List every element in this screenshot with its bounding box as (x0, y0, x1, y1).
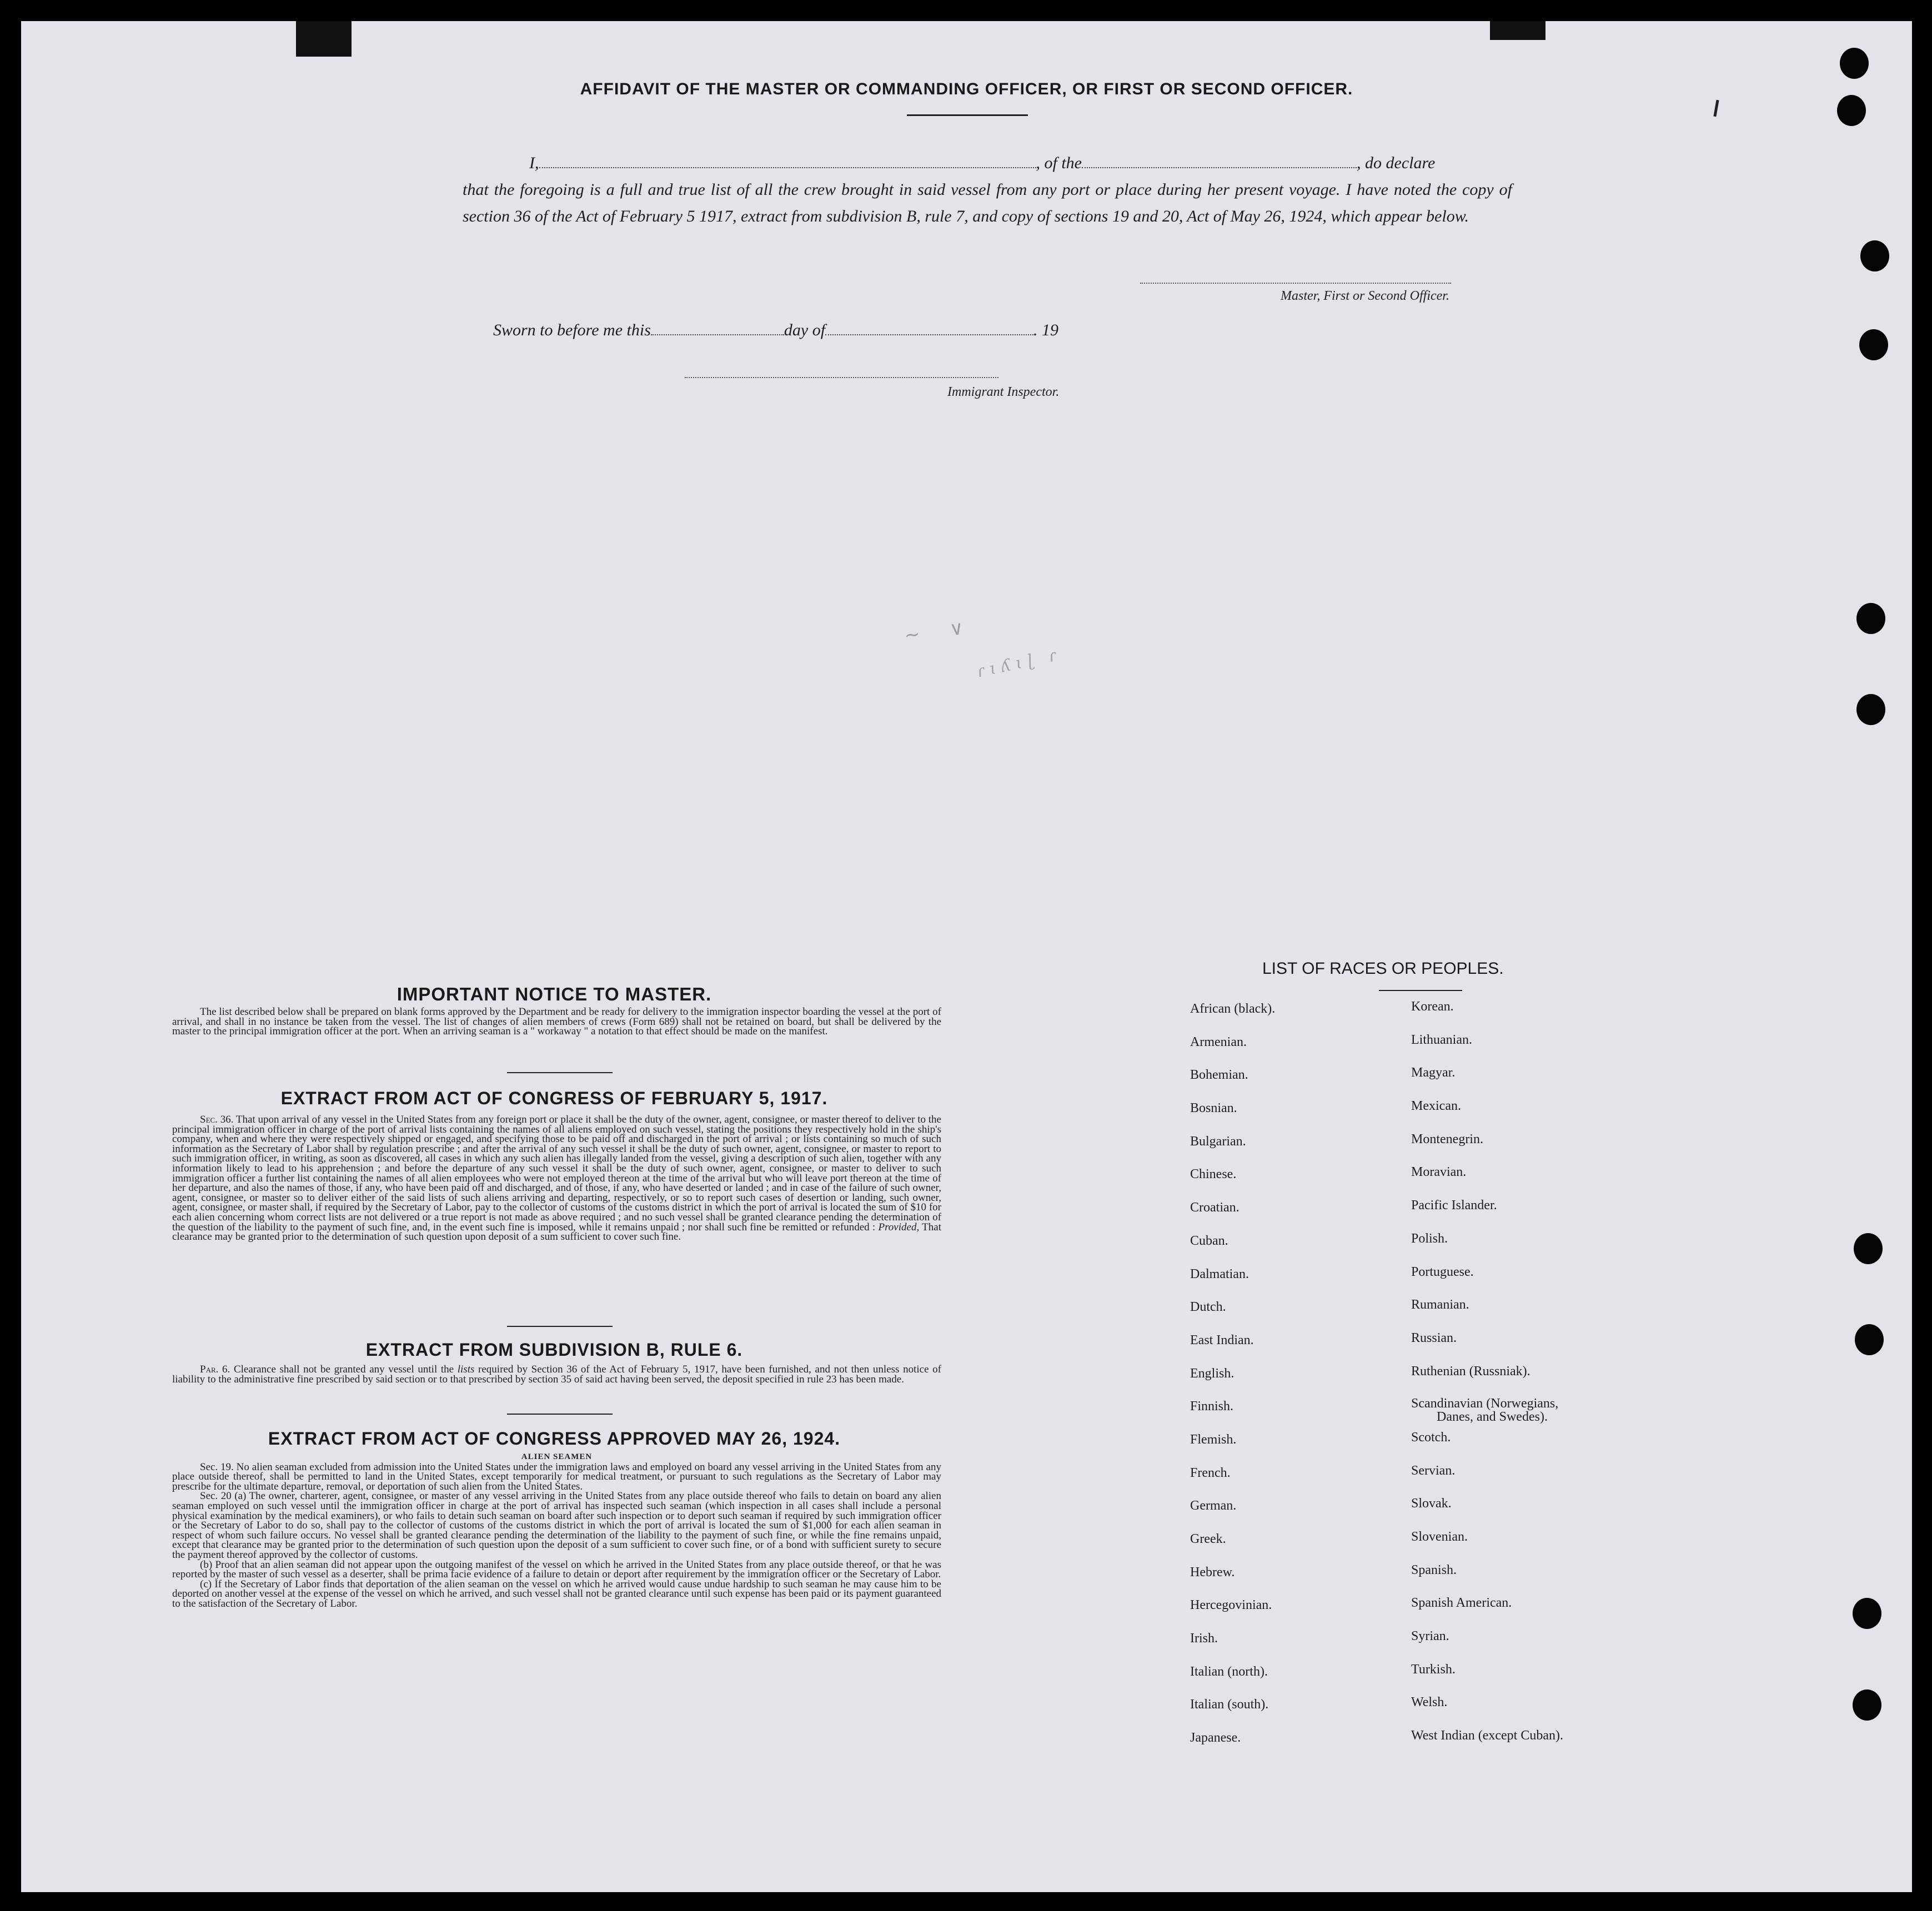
race-item: East Indian. (1190, 1332, 1254, 1347)
race-item: Spanish. (1411, 1562, 1457, 1577)
race-item: African (black). (1190, 1002, 1276, 1016)
race-item: Turkish. (1411, 1662, 1456, 1677)
race-item-line1: Scandinavian (Norwegians, (1411, 1396, 1559, 1411)
sworn-year: . 19 (1033, 321, 1059, 339)
name-line (539, 165, 1036, 168)
punch-hole (1854, 1233, 1883, 1264)
section-divider (507, 1072, 613, 1073)
race-item: Russian. (1411, 1330, 1457, 1345)
affidavit-title: AFFIDAVIT OF THE MASTER OR COMMANDING OFFICER, OR FIRST OR SECOND OFFICER. (580, 80, 1353, 98)
race-item: Finnish. (1190, 1399, 1234, 1414)
inspector-signature-line (685, 377, 998, 378)
sworn-prefix: Sworn to before me this (493, 321, 651, 339)
race-item: Pacific Islander. (1411, 1198, 1497, 1213)
race-item: Croatian. (1190, 1200, 1240, 1215)
races-left-column (1190, 1002, 1275, 1764)
race-item: Hebrew. (1190, 1565, 1235, 1580)
faint-handwriting: ~ ∨ (902, 616, 965, 647)
extract-1917-title: EXTRACT FROM ACT OF CONGRESS OF FEBRUARY 5, 1917. (280, 1088, 828, 1108)
races-underline (1379, 990, 1462, 991)
race-item: Flemish. (1190, 1432, 1237, 1447)
race-item-two-line (1411, 1397, 1563, 1430)
master-signature-caption: Master, First or Second Officer. (1281, 289, 1449, 303)
affidavit-body: that the foregoing is a full and true list of all the crew brought in said vessel from any port or place during her present voyage. I have noted the copy of section 36 of the Act of February 5 1917, extract from subdivision B, rule 7, and copy of sections 19 and 20, Act of May 26, 1924, which appear below. (463, 180, 1512, 225)
sworn-day-of: day of (784, 321, 826, 339)
race-item: Polish. (1411, 1231, 1448, 1246)
races-right-column (1411, 999, 1563, 1762)
race-item: Bosnian. (1190, 1101, 1237, 1116)
section-divider (507, 1326, 613, 1327)
sec-36-label: Sec. 36. (200, 1114, 234, 1125)
punch-hole (1837, 95, 1866, 126)
sec-20b-text: (b) Proof that an alien seaman did not appear upon the outgoing manifest of the vessel on which he arrived in the United States from any place outside thereof, or that he was reported by the master of such vessel as a deserter, shall be prima facie evidence of a failure to detain or deport after requirement by the immigration officer or the Secretary of Labor. (172, 1558, 941, 1581)
punch-hole (1853, 1689, 1881, 1721)
vessel-line (1082, 165, 1357, 168)
lists-word: lists (457, 1364, 475, 1375)
race-item-line2: Danes, and Swedes). (1437, 1410, 1548, 1425)
race-item: Scotch. (1411, 1430, 1451, 1445)
provided-word: Provided, (878, 1221, 920, 1233)
document-page (21, 21, 1912, 1892)
race-item: Mexican. (1411, 1099, 1461, 1114)
race-item: Syrian. (1411, 1629, 1449, 1644)
race-item: Rumanian. (1411, 1298, 1469, 1312)
race-item: Magyar. (1411, 1065, 1456, 1080)
race-item: Slovak. (1411, 1496, 1452, 1511)
race-item: West Indian (except Cuban). (1411, 1728, 1563, 1743)
faint-handwriting: ɾ ɩ ʎ ɩ ɭ ɾ (975, 646, 1058, 682)
race-item: Cuban. (1190, 1233, 1228, 1248)
race-item: Bohemian. (1190, 1068, 1248, 1083)
pen-mark (1713, 100, 1719, 117)
race-item: Moravian. (1411, 1165, 1467, 1180)
punch-hole (1860, 240, 1889, 271)
races-title: LIST OF RACES OR PEOPLES. (1262, 959, 1504, 978)
race-item: Japanese. (1190, 1731, 1241, 1746)
race-item: Armenian. (1190, 1034, 1247, 1049)
race-item: Lithuanian. (1411, 1032, 1472, 1047)
extract-rule6-body (172, 1365, 941, 1384)
race-item: English. (1190, 1366, 1235, 1381)
affidavit-text (463, 150, 1512, 230)
master-signature-line (1140, 283, 1451, 284)
binding-tab-right (1490, 21, 1545, 40)
sworn-line (493, 321, 1058, 340)
sec-36-end: That clearance may be granted prior to the determination of such question upon deposit of a sum sufficient to cover such fine. (172, 1221, 941, 1243)
race-item: Portuguese. (1411, 1264, 1474, 1279)
extract-rule6-title: EXTRACT FROM SUBDIVISION B, RULE 6. (365, 1340, 743, 1360)
race-item: German. (1190, 1498, 1237, 1513)
affidavit-do-declare: , do declare (1357, 154, 1436, 172)
notice-body (172, 1007, 941, 1037)
section-divider (507, 1414, 613, 1415)
race-item: Dalmatian. (1190, 1266, 1249, 1281)
binding-tab-left (296, 21, 352, 57)
race-item: Bulgarian. (1190, 1134, 1246, 1149)
race-item: Slovenian. (1411, 1530, 1468, 1544)
punch-hole (1856, 603, 1885, 634)
race-item: Irish. (1190, 1631, 1218, 1646)
race-item: Korean. (1411, 999, 1454, 1014)
race-item: Servian. (1411, 1463, 1456, 1478)
notice-text: The list described below shall be prepared on blank forms approved by the Department and be ready for delivery to the immigration inspector boarding the vessel at the port of arrival, and shall in no instance be taken from the vessel. The list of changes of alien members of crews (Form 689) shall not be retained on board, but shall be delivered by the master to the principal immigration officer at the port. When an arriving seaman is a " workaway " a notation to that effect should be made on the manifest. (172, 1006, 941, 1038)
race-item: Spanish American. (1411, 1596, 1512, 1611)
sec-20c-text: (c) If the Secretary of Labor finds that deportation of the alien seaman on the vessel on which he arrived would cause undue hardship to such seaman he may cause him to be deported on another vessel at the expense of the vessel on which he arrived, and such vessel shall not be granted clearance until such expense has been paid or its payment guaranteed to the satisfaction of the Secretary of Labor. (172, 1578, 941, 1610)
punch-hole (1840, 48, 1869, 79)
race-item: French. (1190, 1465, 1231, 1480)
race-item: Montenegrin. (1411, 1131, 1483, 1146)
extract-1924-body (172, 1452, 941, 1609)
punch-hole (1855, 1324, 1884, 1355)
race-item: Hercegovinian. (1190, 1598, 1272, 1613)
sec-19-text: Sec. 19. No alien seaman excluded from admission into the United States under the immigration laws and employed on board any vessel arriving in the United States from any place outside thereof, shall be permitted to land in the United States, except temporarily for medical treatment, or pursuant to such regulations as the Secretary of Labor may prescribe for the ultimate departure, removal, or deportation of such alien from the United States. (172, 1461, 941, 1492)
inspector-caption: Immigrant Inspector. (947, 385, 1060, 399)
notice-title: IMPORTANT NOTICE TO MASTER. (397, 984, 712, 1004)
sec-36-text: That upon arrival of any vessel in the United States from any foreign port or place it shall be the duty of the owner, agent, consignee, or master thereof to deliver to the principal immigration officer in charge of the port of arrival lists containing the names of all aliens employed on such vessel, stating the positions they respectively hold in the ship's company, when and where they were respectively shipped or engaged, and specifying those to be paid off and discharged in the port of arrival ; or lists containing so much of such information as the Secretary of Labor shall by regulation prescribe ; and after the arrival of any such vessel it shall be the duty of such owner, agent, consignee, or master to report to such immigration officer, in writing, as soon as discovered, all cases in which any such alien has illegally landed from the vessel, giving a description of such alien, together with any information likely to lead to his apprehension ; and before the departure of any such vessel it shall be the duty of such owner, agent, consignee, or master to deliver to such immigration officer a further list containing the names of all alien employees who were not employed thereon at the time of the arrival but who will leave port thereon at the time of her departure, and also the names of those, if any, who have been paid off and discharged, and of those, if any, who have deserted or landed ; and in case of the failure of such owner, agent, consignee, or master so to deliver either of the said lists of such aliens arriving and departing, respectively, or so to report such cases of desertion or landing, such owner, agent, consignee, or master shall, if required by the Secretary of Labor, pay to the collector of customs of the customs district in which the port of arrival is located the sum of $10 for each alien concerning whom correct lists are not delivered or a true report is not made as above required ; and no such vessel shall be granted clearance pending the determination of the question of the liability to the payment of such fine, and, in the event such fine is imposed, while it remains unpaid ; nor shall such fine be remitted or refunded : (172, 1114, 941, 1233)
punch-hole (1856, 694, 1885, 725)
title-underline (907, 114, 1028, 116)
par-6-label: Par. 6. (200, 1364, 230, 1375)
race-item: Welsh. (1411, 1695, 1448, 1710)
race-item: Ruthenian (Russniak). (1411, 1364, 1530, 1379)
race-item: Italian (north). (1190, 1664, 1268, 1679)
race-item: Chinese. (1190, 1167, 1237, 1182)
race-item: Greek. (1190, 1532, 1226, 1546)
sec-20a-text: Sec. 20 (a) The owner, charterer, agent, consignee, or master of any vessel arriving in the United States from any place outside thereof who fails to detain on board any alien seaman employed on such vessel until the immigration officer in charge at the port of arrival has inspected such seaman (which inspection in all cases shall include a personal physical examination by the medical examiners), or who fails to detain such seaman on board after such inspection or to deport such seaman if required by such immigration officer or the Secretary of Labor to do so, shall pay to the collector of customs of the customs district in which the port of arrival is located the sum of $1,000 for each alien seaman in respect of whom such failure occurs. No vessel shall be granted clearance pending the determination of the liability to the payment of such fine, or while the fine remains unpaid, except that clearance may be granted prior to the determination of such question upon the deposit of a sum sufficient to cover such fine, or of a bond with sufficient surety to secure the payment thereof approved by the collector of customs. (172, 1490, 941, 1561)
par-6-text-b: required by Section 36 of the Act of February 5, 1917, have been furnished, and not then unless notice of liability to the administrative fine prescribed by said section or to that prescribed by section 35 of said act having been served, the deposit specified in rule 23 has been made. (172, 1364, 941, 1385)
race-item: Italian (south). (1190, 1697, 1269, 1712)
par-6-text-a: Clearance shall not be granted any vessel until the (233, 1364, 454, 1375)
alien-seamen-subhead: ALIEN SEAMEN (521, 1452, 593, 1461)
punch-hole (1859, 329, 1888, 360)
sworn-month-line (825, 332, 1033, 335)
sworn-day-line (651, 332, 784, 335)
race-item: Dutch. (1190, 1300, 1226, 1315)
affidavit-of-the: , of the (1036, 154, 1082, 172)
affidavit-i: I, (529, 154, 539, 172)
extract-1924-title: EXTRACT FROM ACT OF CONGRESS APPROVED MAY 26, 1924. (268, 1429, 841, 1449)
punch-hole (1853, 1598, 1881, 1629)
extract-1917-body (172, 1115, 941, 1242)
